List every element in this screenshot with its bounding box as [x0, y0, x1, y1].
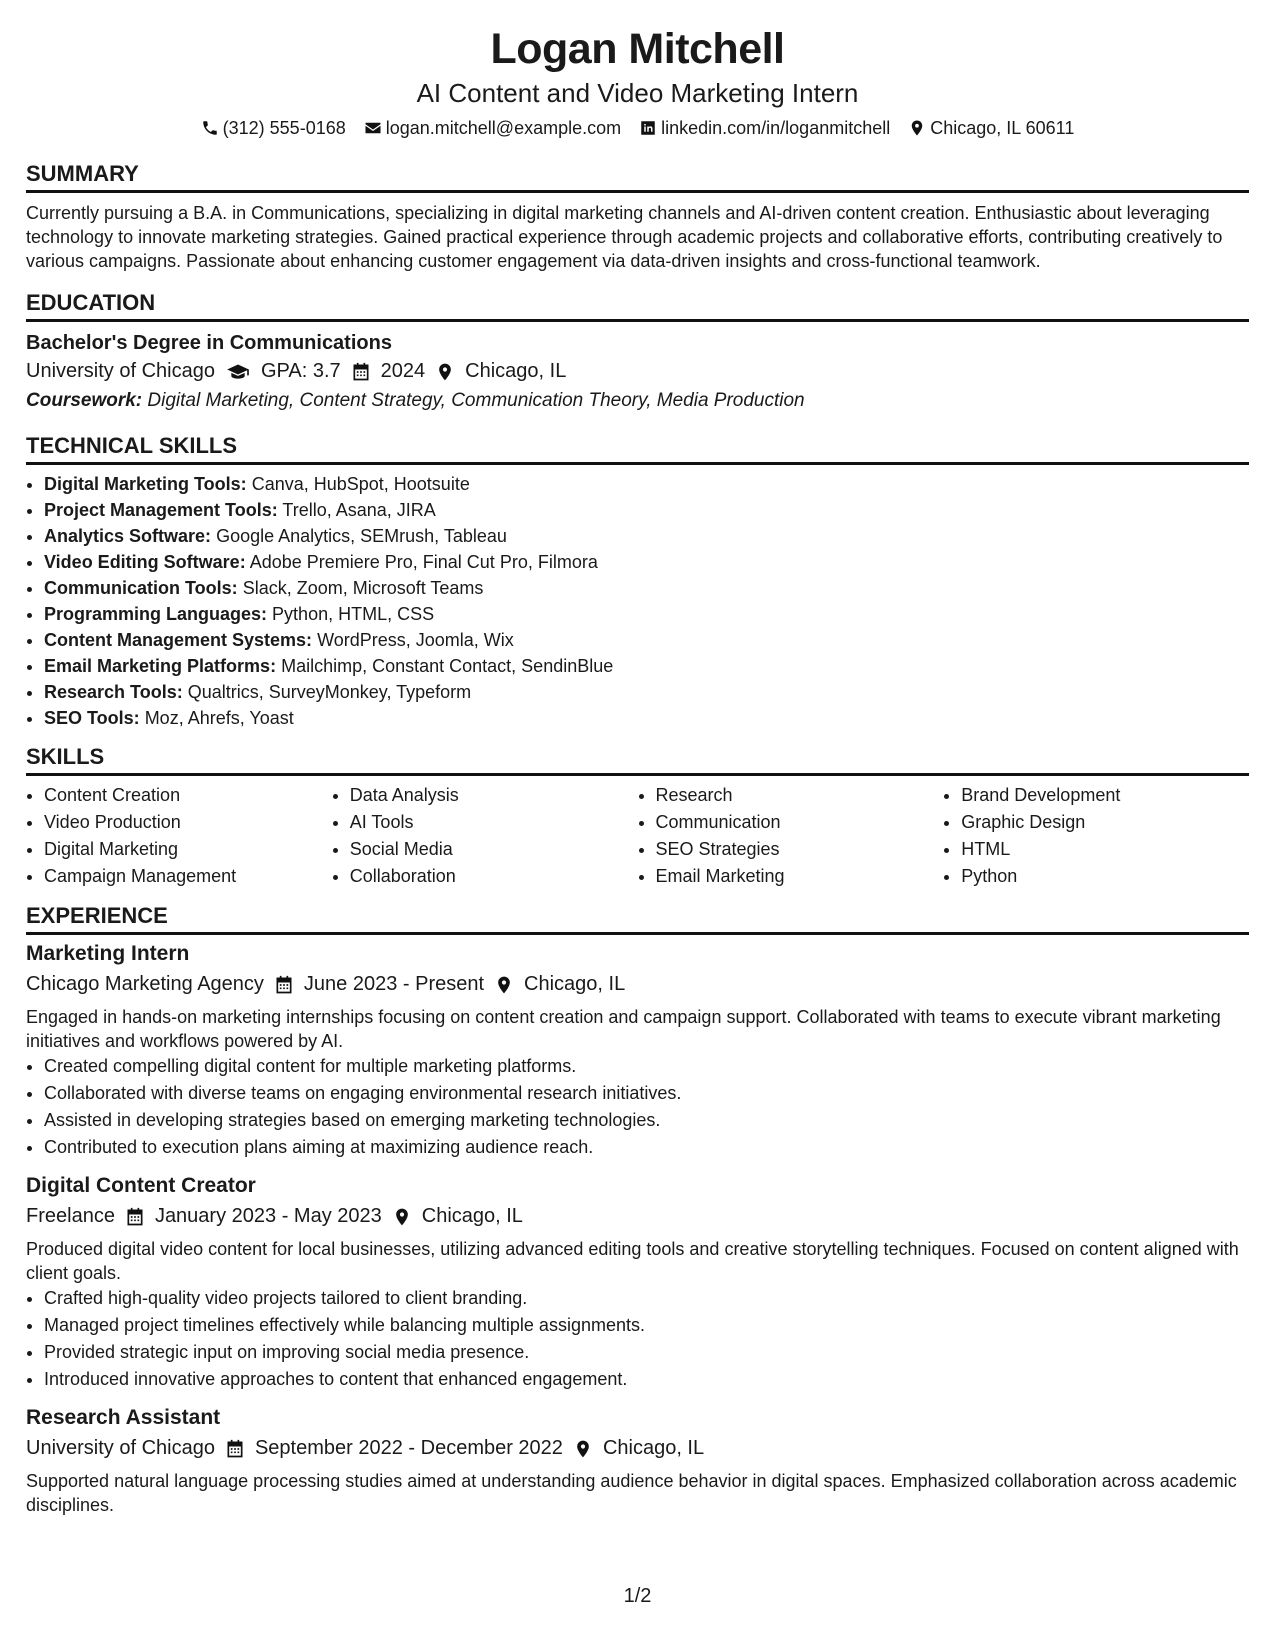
list-item: • Campaign Management [44, 863, 332, 890]
skill-category-label: Project Management Tools: [44, 500, 278, 520]
list-item: • AI Tools [350, 809, 638, 836]
skill-category-label: Digital Marketing Tools: [44, 474, 247, 494]
list-item [44, 653, 1249, 679]
contact-email[interactable] [364, 116, 621, 140]
section-title-education: EDUCATION [26, 290, 156, 315]
job-location: Chicago, IL [524, 973, 626, 995]
job-title: Marketing Intern [26, 942, 190, 965]
job-description: Engaged in hands-on marketing internships focusing on content creation and campaign support. Collaborated with teams to execute vibrant marketing initiatives and workflows powered by AI. [26, 1007, 1221, 1051]
contact-line [26, 116, 1249, 140]
summary-text: Currently pursuing a B.A. in Communications, specializing in digital marketing channels and AI-driven content creation. Enthusiastic about leveraging technology to innovate marketing strategies. Gained practical experience through academic projects and collaborative efforts, contributing creatively to various campaigns. Passionate about enhancing customer engagement via data-driven insights and cross-functional teamwork. [26, 203, 1223, 271]
list-item: • Video Production [44, 809, 332, 836]
list-item: • Assisted in developing strategies based on emerging marketing technologies. [44, 1107, 1249, 1134]
job-location: Chicago, IL [602, 1437, 705, 1459]
envelope-icon [364, 119, 382, 137]
skill-category-label: Analytics Software: [44, 526, 212, 546]
experience-section [26, 902, 1249, 1517]
gpa-text: GPA: 3.7 [260, 360, 341, 382]
list-item: • Data Analysis [350, 782, 638, 809]
job-dates: January 2023 - May 2023 [154, 1205, 382, 1227]
location-text: Chicago, IL 60611 [930, 118, 1075, 138]
job-bullets [26, 1053, 1249, 1161]
skill-category-value: Qualtrics, SurveyMonkey, Typeform [187, 682, 472, 702]
skills-column [26, 782, 332, 890]
skills-section [26, 743, 1249, 890]
email-text[interactable]: logan.mitchell@example.com [385, 118, 622, 138]
linkedin-text[interactable]: linkedin.com/in/loganmitchell [661, 118, 891, 138]
company-name: University of Chicago [26, 1437, 215, 1459]
list-item [44, 523, 1249, 549]
skill-category-value: Mailchimp, Constant Contact, SendinBlue [281, 656, 614, 676]
list-item: • Python [961, 863, 1249, 890]
list-item [44, 679, 1249, 705]
job-title: Research Assistant [26, 1406, 221, 1429]
section-divider [26, 190, 1249, 193]
contact-location [908, 116, 1074, 140]
calendar-icon [225, 1438, 245, 1458]
skill-category-value: Moz, Ahrefs, Yoast [144, 708, 294, 728]
list-item [44, 705, 1249, 731]
candidate-name: Logan Mitchell [490, 25, 785, 73]
list-item: • Crafted high-quality video projects tailored to client branding. [44, 1285, 1249, 1312]
skill-category-label: Video Editing Software: [44, 552, 246, 572]
job-meta [26, 969, 1249, 999]
skills-column [332, 782, 638, 890]
list-item: • Provided strategic input on improving social media presence. [44, 1339, 1249, 1366]
list-item: • Brand Development [961, 782, 1249, 809]
skill-category-label: Communication Tools: [44, 578, 238, 598]
job-description: Supported natural language processing studies aimed at understanding audience behavior in digital spaces. Emphasized collaboration across academic disciplines. [26, 1471, 1237, 1515]
job-description: Produced digital video content for local businesses, utilizing advanced editing tools and creative storytelling techniques. Focused on content aligned with client goals. [26, 1239, 1239, 1283]
map-pin-icon [573, 1438, 593, 1458]
skill-category-value: Adobe Premiere Pro, Final Cut Pro, Filmora [249, 552, 598, 572]
skill-category-value: Python, HTML, CSS [272, 604, 435, 624]
degree-title: Bachelor's Degree in Communications [26, 332, 392, 354]
calendar-icon [351, 361, 371, 381]
calendar-icon [125, 1206, 145, 1226]
technical-skills-list [26, 471, 1249, 731]
section-divider [26, 773, 1249, 776]
list-item: • Communication [656, 809, 944, 836]
skill-category-value: WordPress, Joomla, Wix [317, 630, 514, 650]
skill-category-label: Email Marketing Platforms: [44, 656, 277, 676]
map-pin-icon [392, 1206, 412, 1226]
job-dates: September 2022 - December 2022 [254, 1437, 563, 1459]
list-item [44, 627, 1249, 653]
linkedin-icon [639, 119, 657, 137]
section-title-summary: SUMMARY [26, 161, 139, 186]
list-item: • Introduced innovative approaches to content that enhanced engagement. [44, 1366, 1249, 1393]
skill-category-label: Content Management Systems: [44, 630, 313, 650]
list-item: • Created compelling digital content for multiple marketing platforms. [44, 1053, 1249, 1080]
list-item: • Graphic Design [961, 809, 1249, 836]
list-item [44, 471, 1249, 497]
job-bullets [26, 1285, 1249, 1393]
section-divider [26, 932, 1249, 935]
summary-section [26, 160, 1249, 273]
skill-category-label: SEO Tools: [44, 708, 140, 728]
list-item: • Research [656, 782, 944, 809]
list-item: • Contributed to execution plans aiming at maximizing audience reach. [44, 1134, 1249, 1161]
list-item: • Collaborated with diverse teams on engaging environmental research initiatives. [44, 1080, 1249, 1107]
job-entry [26, 1403, 1249, 1517]
contact-linkedin[interactable] [639, 116, 890, 140]
list-item: • Managed project timelines effectively while balancing multiple assignments. [44, 1312, 1249, 1339]
education-section [26, 289, 1249, 416]
list-item [44, 549, 1249, 575]
coursework-list: Digital Marketing, Content Strategy, Communication Theory, Media Production [147, 390, 805, 411]
list-item [44, 575, 1249, 601]
job-location: Chicago, IL [421, 1205, 523, 1227]
skill-category-value: Slack, Zoom, Microsoft Teams [242, 578, 484, 598]
technical-skills-section [26, 432, 1249, 731]
page-number: 1/2 [623, 1585, 652, 1607]
job-entry [26, 1171, 1249, 1393]
section-divider [26, 319, 1249, 322]
job-entry [26, 939, 1249, 1161]
education-location: Chicago, IL [465, 360, 567, 382]
section-title-technical-skills: TECHNICAL SKILLS [26, 433, 238, 458]
phone-icon [201, 119, 219, 137]
skill-category-label: Programming Languages: [44, 604, 268, 624]
section-title-experience: EXPERIENCE [26, 903, 168, 928]
map-pin-icon [494, 974, 514, 994]
list-item: • Content Creation [44, 782, 332, 809]
graduation-cap-icon [225, 361, 251, 381]
job-meta [26, 1433, 1249, 1463]
skill-category-label: Research Tools: [44, 682, 183, 702]
job-dates: June 2023 - Present [303, 973, 485, 995]
skill-category-value: Canva, HubSpot, Hootsuite [251, 474, 470, 494]
list-item: • Email Marketing [656, 863, 944, 890]
calendar-icon [274, 974, 294, 994]
list-item: • SEO Strategies [656, 836, 944, 863]
job-meta [26, 1201, 1249, 1231]
company-name: Freelance [26, 1205, 115, 1227]
education-meta [26, 356, 1249, 386]
list-item: • Collaboration [350, 863, 638, 890]
candidate-role: AI Content and Video Marketing Intern [416, 78, 859, 108]
section-title-skills: SKILLS [26, 744, 105, 769]
phone-text: (312) 555-0168 [222, 118, 346, 138]
list-item: • HTML [961, 836, 1249, 863]
company-name: Chicago Marketing Agency [26, 973, 264, 995]
skills-grid [26, 782, 1249, 890]
map-pin-icon [908, 119, 926, 137]
school-name: University of Chicago [26, 360, 215, 382]
list-item: • Social Media [350, 836, 638, 863]
skills-column [943, 782, 1249, 890]
skills-column [638, 782, 944, 890]
list-item: • Digital Marketing [44, 836, 332, 863]
skill-category-value: Google Analytics, SEMrush, Tableau [216, 526, 507, 546]
skill-category-value: Trello, Asana, JIRA [282, 500, 436, 520]
resume-header [26, 0, 1249, 140]
section-divider [26, 462, 1249, 465]
graduation-year: 2024 [380, 360, 426, 382]
list-item [44, 497, 1249, 523]
coursework-line [26, 386, 1249, 416]
coursework-label: Coursework: [26, 390, 143, 411]
map-pin-icon [435, 361, 455, 381]
job-title: Digital Content Creator [26, 1174, 256, 1197]
contact-phone [201, 116, 346, 140]
list-item [44, 601, 1249, 627]
